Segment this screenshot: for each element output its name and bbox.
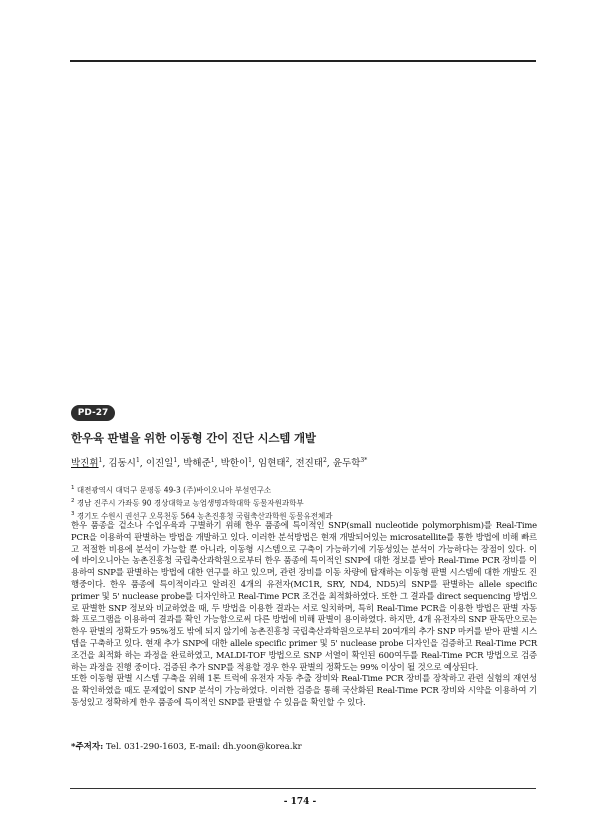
contact-label: *주저자: bbox=[71, 742, 104, 752]
author-name: 박해준 bbox=[183, 458, 211, 470]
author-name: 윤두학 bbox=[332, 458, 361, 470]
author-affil-mark: 2 bbox=[322, 457, 327, 464]
author-name: 이진일 bbox=[145, 458, 174, 470]
author-name: 전진태 bbox=[295, 458, 323, 470]
author-affil-mark: 3* bbox=[360, 457, 368, 464]
paper-title: 한우육 판별을 위한 이동형 간이 진단 시스템 개발 bbox=[71, 431, 316, 445]
contact-tel: Tel. 031-290-1603, bbox=[105, 742, 187, 752]
author-name: 임현태 bbox=[258, 458, 286, 470]
affil-text: 경기도 수원시 권선구 오목천동 564 농촌진흥청 국립축산과학원 동물유전체과 bbox=[76, 511, 333, 521]
contact-email: E-mail: dh.yoon@korea.kr bbox=[189, 742, 302, 752]
affil-text: 대전광역시 대덕구 문평동 49-3 (주)바이오니아 부설연구소 bbox=[76, 485, 272, 495]
author-name: 박진휘 bbox=[71, 458, 99, 470]
page-number: - 174 - bbox=[283, 797, 317, 807]
author-affil-mark: 1 bbox=[173, 457, 178, 464]
affil-number: 2 bbox=[71, 498, 75, 504]
corresponding-author bbox=[71, 741, 537, 753]
affil-number: 1 bbox=[71, 485, 75, 491]
author-name: 박한이 bbox=[220, 458, 249, 470]
affiliation-list bbox=[71, 483, 531, 522]
abstract-paragraph: 한우 품종을 겉소나 수입우육과 구별하기 위해 한우 품종에 특이적인 SNP(small nucleotide polymorphism)를 Real-Time PCR을 이용하여 판별하는 방법을 개발하고 있다. 이러한 분석방법은 현재 개발되어있는 microsatellite를 통한 방법에 비해 빠르고 적절한 비용에 분석이 가능할 뿐 아니라, 이동형 시스템으로 구축이 가능하기에 기동성있는 분석이 가능하다는 장점이 있다. 이에 바이오니아는 농촌진흥청 국립축산과학원으로부터 한우 품종에 특이적인 SNP에 대한 정보를 받아 Real-Time PCR 장비를 이용하여 SNP를 판별하는 방법에 대한 연구를 하고 있으며, 관련 장비를 이동 차량에 탑재하는 이동형 판별 시스템에 대한 개발도 진행중이다. 한우 품종에 특이적이라고 알려진 4개의 유전자(MC1R, SRY, ND4, ND5)의 SNP를 판별하는 allele specific primer 및 5' nuclease probe를 디자인하고 Real-Time PCR 조건을 최적화하였다. 또한 그 결과를 direct sequencing 방법으로 판별한 SNP 정보와 비교하였을 때, 두 방법을 이용한 결과는 서로 일치하며, 특히 Real-Time PCR을 이용한 방법은 판별 자동화 프로그램을 이용하여 결과를 확인 가능함으로써 다른 방법에 비해 판별이 용이하였다. 하지만, 4개 유전자의 SNP 판독만으로는 한우 판별의 정확도가 95%정도 밖에 되지 않기에 농촌진흥청 국립축산과학원으로부터 20여개의 추가 SNP 마커를 받아 판별 시스템을 구축하고 있다. 현재 추가 SNP에 대한 allele specific primer 및 5' nuclease probe 디자인을 검증하고 Real-Time PCR 조건을 최적화 하는 과정을 완료하였고, MALDI-TOF 방법으로 SNP 서열이 확인된 600여두를 Real-Time PCR 방법으로 검증하는 과정을 진행 중이다. 검증된 추가 SNP를 적용할 경우 한우 판별의 정확도는 99% 이상이 될 것으로 예상된다. bbox=[71, 520, 537, 672]
affil-text: 경남 진주시 가좌동 90 경상대학교 농업생명과학대학 동물자원과학부 bbox=[76, 498, 304, 508]
author-name: 김동시 bbox=[108, 458, 136, 470]
bottom-rule bbox=[70, 788, 536, 789]
affiliation-line bbox=[71, 483, 531, 496]
abstract-body bbox=[71, 520, 537, 709]
abstract-paragraph: 또한 이동형 판별 시스템 구축을 위해 1톤 트럭에 유전자 자동 추출 장비와 Real-Time PCR 장비를 장착하고 관련 실험의 재연성을 확인하였을 때도 문제없이 SNP 분석이 가능하였다. 이러한 검증을 통해 국산화된 Real-Time PCR 장비와 시약을 이용하여 기동성있고 정확하게 한우 품종에 특이적인 SNP를 판별할 수 있음을 확인할 수 있다. bbox=[71, 673, 537, 707]
affil-number: 3 bbox=[71, 511, 75, 517]
author-affil-mark: 1 bbox=[248, 457, 252, 464]
author-list: 박진휘$^1$, 김동시$^1$, 이진일$^1$, 박해준$^1$, 박한이$^1$, 임현태$^2$, 전진태$^2$, 윤두학$^{3*}$ bbox=[71, 457, 368, 470]
affiliation-line bbox=[71, 496, 531, 509]
author-affil-mark: 1 bbox=[98, 457, 103, 464]
author-affil-mark: 2 bbox=[285, 457, 290, 464]
session-badge: PD-27 bbox=[71, 405, 115, 421]
author-affil-mark: 1 bbox=[210, 457, 215, 464]
top-rule bbox=[70, 60, 536, 62]
author-affil-mark: 1 bbox=[135, 457, 140, 464]
